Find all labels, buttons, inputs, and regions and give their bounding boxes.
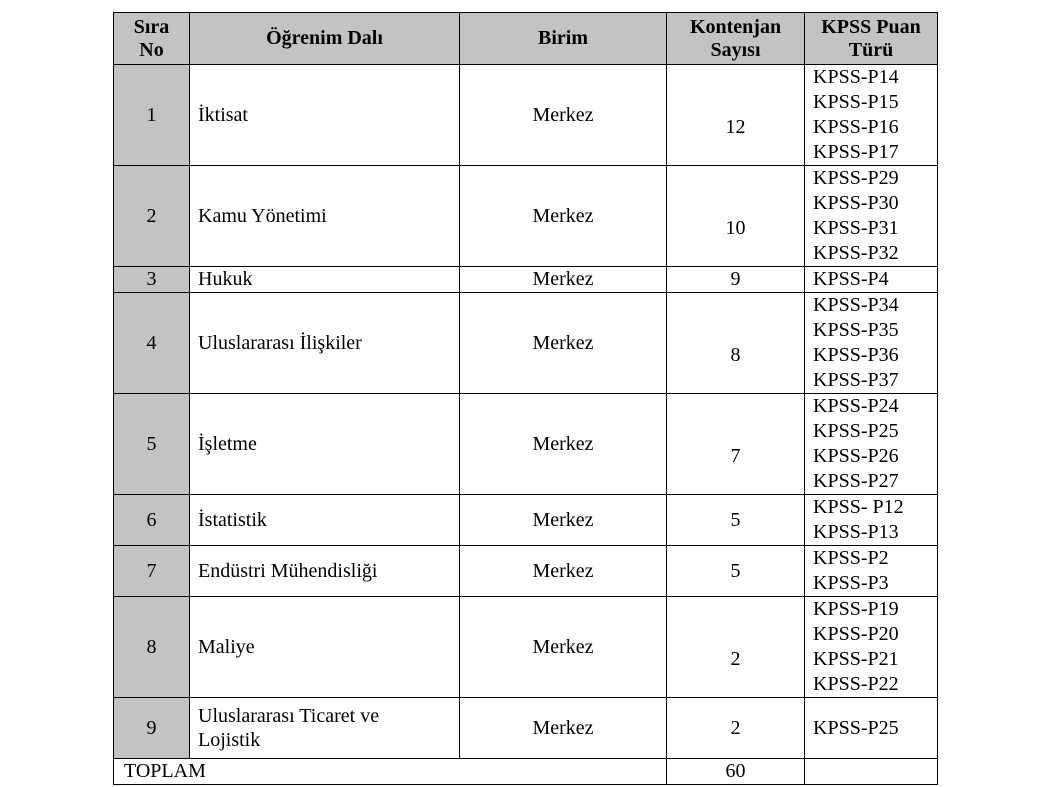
kontenjan-cell: 10 <box>667 166 805 267</box>
kpss-code: KPSS-P25 <box>813 420 899 442</box>
birim-cell: Merkez <box>460 293 667 394</box>
kpss-code: KPSS-P16 <box>813 116 899 138</box>
kpss-code: KPSS-P22 <box>813 673 899 695</box>
kpss-code: KPSS-P15 <box>813 91 899 113</box>
birim-cell: Merkez <box>460 495 667 546</box>
row-number: 1 <box>114 65 190 166</box>
ogrenim-dali-cell: İktisat <box>190 65 460 166</box>
kpss-code: KPSS-P27 <box>813 470 899 492</box>
header-row <box>114 13 938 65</box>
ogrenim-dali-cell: Endüstri Mühendisliği <box>190 546 460 597</box>
row-number: 6 <box>114 495 190 546</box>
birim-cell: Merkez <box>460 394 667 495</box>
kontenjan-cell: 9 <box>667 267 805 293</box>
kpss-code: KPSS-P37 <box>813 369 899 391</box>
birim-cell: Merkez <box>460 546 667 597</box>
table-row <box>114 394 938 495</box>
table-row <box>114 597 938 698</box>
row-number: 7 <box>114 546 190 597</box>
kontenjan-cell: 2 <box>667 597 805 698</box>
table-row <box>114 293 938 394</box>
kpss-code: KPSS-P24 <box>813 395 899 417</box>
birim-cell: Merkez <box>460 597 667 698</box>
kpss-code: KPSS-P32 <box>813 242 899 264</box>
birim-cell: Merkez <box>460 698 667 759</box>
ogrenim-dali-cell: İşletme <box>190 394 460 495</box>
header-sira-no: Sıra No <box>114 13 190 65</box>
kontenjan-cell: 2 <box>667 698 805 759</box>
table-row <box>114 698 938 759</box>
ogrenim-dali-cell: Kamu Yönetimi <box>190 166 460 267</box>
quota-table <box>113 12 938 785</box>
ogrenim-dali-cell: Uluslararası Ticaret ve Lojistik <box>190 698 460 759</box>
kpss-cell <box>805 394 938 495</box>
ogrenim-dali-cell: Maliye <box>190 597 460 698</box>
kpss-cell <box>805 267 938 293</box>
kpss-code: KPSS-P21 <box>813 648 899 670</box>
header-kpss-puan-turu: KPSS Puan Türü <box>805 13 938 65</box>
kpss-cell <box>805 698 938 759</box>
kpss-code: KPSS-P13 <box>813 521 899 543</box>
kpss-code: KPSS-P29 <box>813 167 899 189</box>
row-number: 3 <box>114 267 190 293</box>
table-row <box>114 65 938 166</box>
ogrenim-dali-cell: Uluslararası İlişkiler <box>190 293 460 394</box>
table-row <box>114 495 938 546</box>
kpss-code: KPSS-P20 <box>813 623 899 645</box>
row-number: 4 <box>114 293 190 394</box>
kpss-code: KPSS-P35 <box>813 319 899 341</box>
kpss-cell <box>805 166 938 267</box>
kpss-code: KPSS-P19 <box>813 598 899 620</box>
kontenjan-cell: 5 <box>667 546 805 597</box>
total-row <box>114 759 938 785</box>
header-ogrenim-dali: Öğrenim Dalı <box>190 13 460 65</box>
header-kontenjan: Kontenjan Sayısı <box>667 13 805 65</box>
kpss-code: KPSS-P17 <box>813 141 899 163</box>
birim-cell: Merkez <box>460 166 667 267</box>
table-row <box>114 166 938 267</box>
row-number: 9 <box>114 698 190 759</box>
table-row <box>114 267 938 293</box>
birim-cell: Merkez <box>460 65 667 166</box>
kpss-code: KPSS-P25 <box>813 716 899 739</box>
kpss-code: KPSS-P26 <box>813 445 899 467</box>
kpss-cell <box>805 495 938 546</box>
kpss-cell <box>805 293 938 394</box>
row-number: 8 <box>114 597 190 698</box>
row-number: 2 <box>114 166 190 267</box>
kpss-code: KPSS-P4 <box>813 268 889 290</box>
table-row <box>114 546 938 597</box>
kontenjan-cell: 8 <box>667 293 805 394</box>
birim-cell: Merkez <box>460 267 667 293</box>
row-number: 5 <box>114 394 190 495</box>
kontenjan-cell: 5 <box>667 495 805 546</box>
kpss-code: KPSS-P36 <box>813 344 899 366</box>
kpss-code: KPSS-P2 <box>813 547 889 569</box>
header-birim: Birim <box>460 13 667 65</box>
kpss-cell <box>805 597 938 698</box>
ogrenim-dali-cell: İstatistik <box>190 495 460 546</box>
total-empty-cell <box>805 759 938 785</box>
kontenjan-cell: 12 <box>667 65 805 166</box>
kpss-code: KPSS-P14 <box>813 66 899 88</box>
kpss-cell <box>805 546 938 597</box>
kontenjan-cell: 7 <box>667 394 805 495</box>
kpss-code: KPSS-P3 <box>813 572 889 594</box>
kpss-code: KPSS-P34 <box>813 294 899 316</box>
total-value: 60 <box>667 759 805 785</box>
kpss-code: KPSS- P12 <box>813 496 904 518</box>
kpss-cell <box>805 65 938 166</box>
total-label: TOPLAM <box>114 759 667 785</box>
kpss-code: KPSS-P31 <box>813 217 899 239</box>
ogrenim-dali-cell: Hukuk <box>190 267 460 293</box>
kpss-code: KPSS-P30 <box>813 192 899 214</box>
